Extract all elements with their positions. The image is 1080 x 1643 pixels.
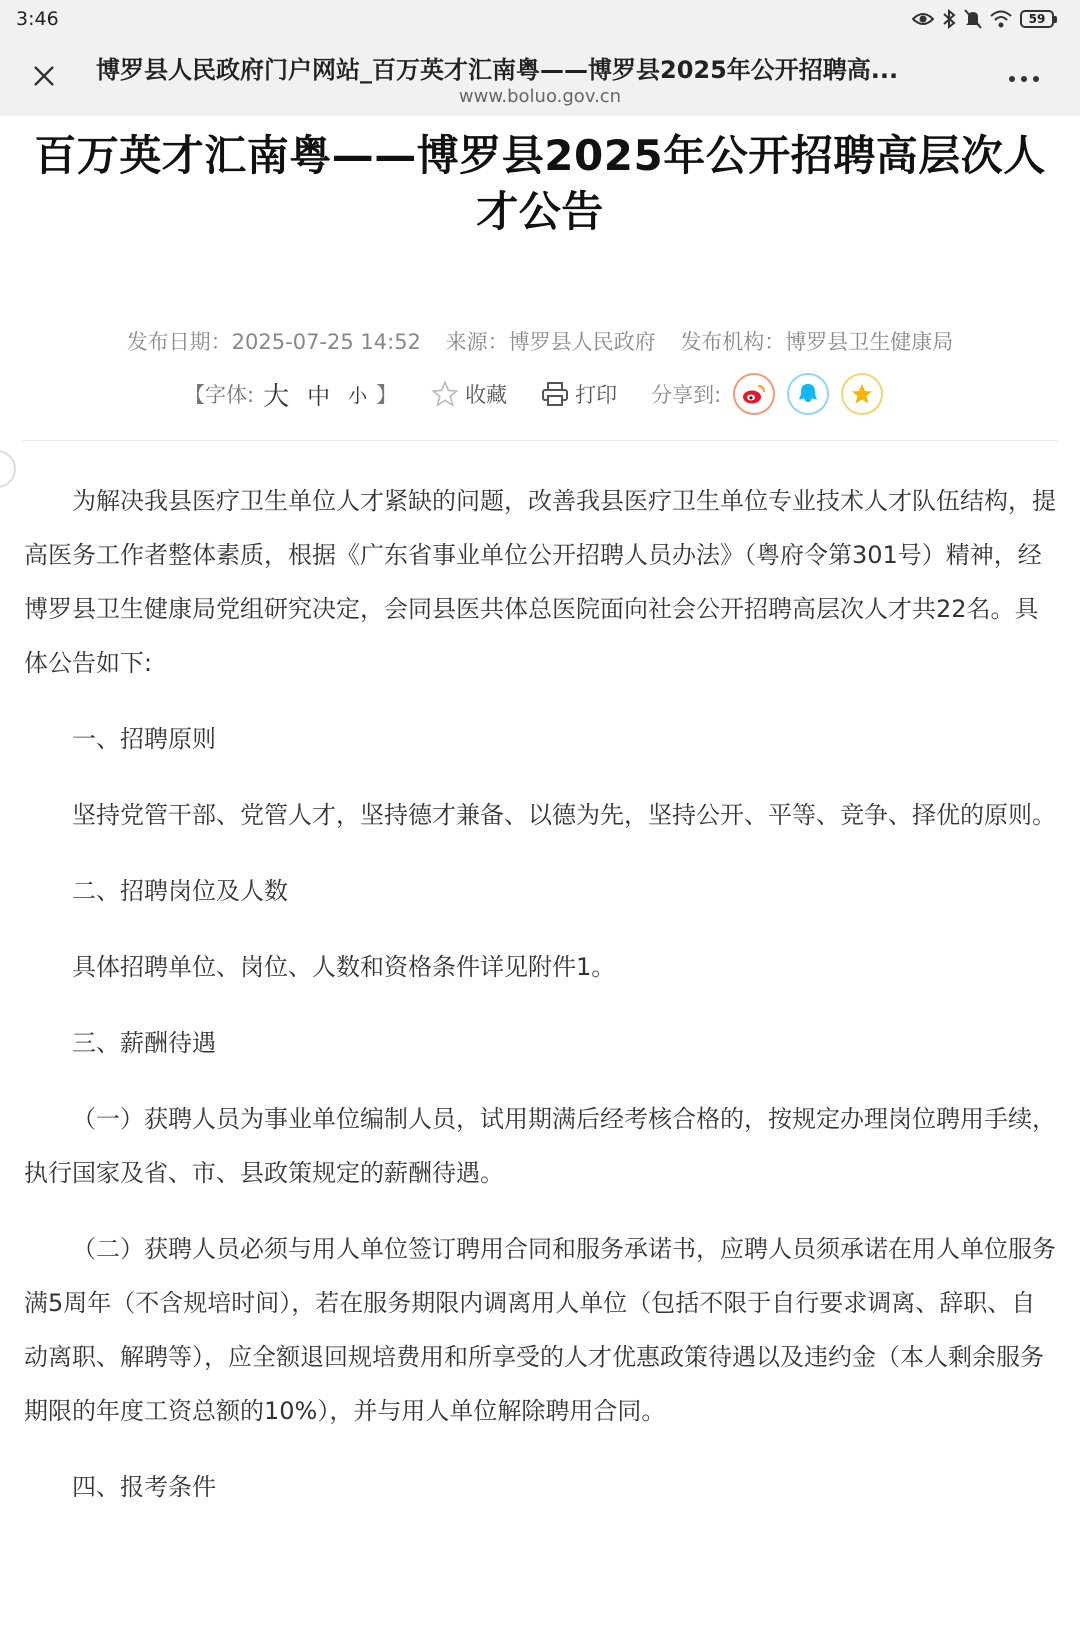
font-size-selector [184,376,397,413]
article-body [24,474,1058,1536]
weibo-icon [741,383,767,405]
paragraph-positions: 具体招聘单位、岗位、人数和资格条件详见附件1。 [72,953,616,981]
font-size-label: 【字体: [184,383,255,407]
share-qzone-button[interactable] [841,373,883,415]
status-bar [0,0,1080,40]
dot [1009,76,1015,82]
page-url[interactable]: www.boluo.gov.cn [458,86,622,107]
section-heading-requirements: 四、报考条件 [72,1473,216,1501]
font-size-end: 】 [376,383,398,407]
print-label: 打印 [575,383,618,407]
eye-icon [912,11,934,27]
status-time: 3:46 [16,8,59,30]
wifi-icon [990,10,1012,28]
qq-icon [796,382,820,406]
publish-date: 发布日期：2025-07-25 14:52 [126,330,421,354]
paragraph-principles: 坚持党管干部、党管人才，坚持德才兼备、以德为先，坚持公开、平等、竞争、择优的原则。 [72,801,1056,829]
print-button[interactable] [541,379,617,409]
font-large-button[interactable]: 大 [263,381,290,412]
browser-header [0,40,1080,116]
article-tools [184,372,883,416]
article-meta [0,326,1080,356]
share-weibo-button[interactable] [733,373,775,415]
paragraph-salary-2: （二）获聘人员必须与用人单位签订聘用合同和服务承诺书，应聘人员须承诺在用人单位服务满5周年（不含规培时间），若在服务期限内调离用人单位（包括不限于自行要求调离、辞职、自动离职、解聘等），应全额退回规培费用和所享受的人才优惠政策待遇以及违约金（本人剩余服务期限的年度工资总额的10%），并与用人单位解除聘用合同。 [24,1235,1056,1425]
qzone-star-icon [850,382,874,406]
source: 来源：博罗县人民政府 [445,330,656,354]
dot [1033,76,1039,82]
article-title: 百万英才汇南粤——博罗县2025年公开招聘高层次人才公告 [34,131,1046,236]
favorite-button[interactable] [431,379,507,409]
bluetooth-icon [942,9,956,29]
page-title: 博罗县人民政府门户网站_百万英才汇南粤——博罗县2025年公开招聘高... [96,56,899,84]
divider [22,440,1058,441]
star-icon [431,380,459,408]
section-heading-salary: 三、薪酬待遇 [72,1029,216,1057]
paragraph-intro: 为解决我县医疗卫生单位人才紧缺的问题，改善我县医疗卫生单位专业技术人才队伍结构，提高医务工作者整体素质，根据《广东省事业单位公开招聘人员办法》（粤府令第301号）精神，经博罗县卫生健康局党组研究决定，会同县医共体总医院面向社会公开招聘高层次人才共22名。具体公告如下: [24,487,1056,677]
close-icon [32,64,56,88]
section-heading-principles: 一、招聘原则 [72,725,216,753]
share-label: 分享到: [651,383,722,407]
status-icons [912,9,1054,29]
edge-handle[interactable] [0,450,16,488]
dot [1021,76,1027,82]
printer-icon [541,381,569,407]
mute-icon [964,9,982,29]
favorite-label: 收藏 [465,383,508,407]
publisher: 发布机构：博罗县卫生健康局 [680,330,954,354]
more-options-button[interactable] [1004,64,1044,94]
font-small-button[interactable]: 小 [348,384,368,407]
share-qq-button[interactable] [787,373,829,415]
font-medium-button[interactable]: 中 [307,383,331,410]
battery-icon: 59 [1020,10,1054,28]
paragraph-salary-1: （一）获聘人员为事业单位编制人员，试用期满后经考核合格的，按规定办理岗位聘用手续，执行国家及省、市、县政策规定的薪酬待遇。 [24,1105,1056,1187]
section-heading-positions: 二、招聘岗位及人数 [72,877,288,905]
